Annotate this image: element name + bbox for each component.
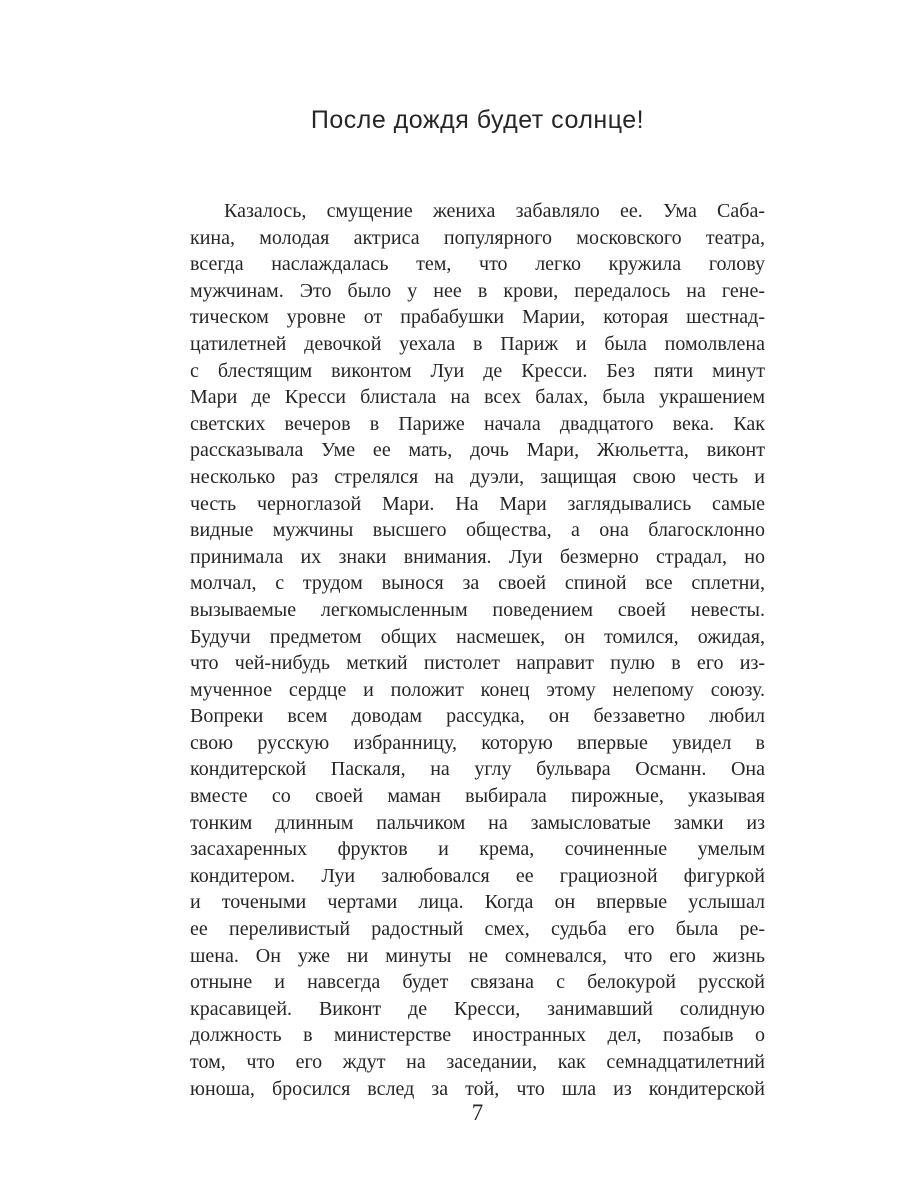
text-line: рассказывала Уме ее мать, дочь Мари, Жюльетта, виконт bbox=[190, 439, 765, 462]
text-line: том, что его ждут на заседании, как семнадцатилетний bbox=[190, 1051, 765, 1073]
text-line: кина, молодая актриса популярного московского театра, bbox=[190, 226, 765, 249]
text-line: что чей-нибудь меткий пистолет направит пулю в его из- bbox=[190, 652, 765, 675]
body-text bbox=[190, 198, 765, 1102]
chapter-title: После дождя будет солнце! bbox=[310, 106, 645, 134]
text-line: всегда наслаждалась тем, что легко кружила голову bbox=[190, 253, 765, 276]
text-line: шена. Он уже ни минуты не сомневался, что его жизнь bbox=[190, 944, 765, 967]
text-line: вместе со своей маман выбирала пирожные, указывая bbox=[190, 785, 765, 808]
text-line: ее переливистый радостный смех, судьба его была ре- bbox=[190, 918, 765, 941]
text-line: мужчинам. Это было у нее в крови, передалось на гене- bbox=[190, 279, 765, 302]
text-line: тическом уровне от прабабушки Марии, которая шестнад- bbox=[190, 306, 765, 329]
page-number: 7 bbox=[471, 1100, 484, 1125]
text-line: Будучи предметом общих насмешек, он томился, ожидая, bbox=[190, 625, 765, 648]
text-line: молчал, с трудом вынося за своей спиной все сплетни, bbox=[190, 572, 765, 595]
text-line: Казалось, смущение жениха забавляло ее. Ума Саба- bbox=[224, 200, 765, 222]
text-line: светских вечеров в Париже начала двадцатого века. Как bbox=[190, 412, 765, 435]
text-line: тонким длинным пальчиком на замысловатые замки из bbox=[190, 811, 765, 834]
text-line: видные мужчины высшего общества, а она благосклонно bbox=[190, 519, 765, 542]
text-line: кондитером. Луи залюбовался ее грациозной фигуркой bbox=[190, 864, 765, 887]
text-line: и точеными чертами лица. Когда он впервые услышал bbox=[190, 891, 765, 914]
text-line: цатилетней девочкой уехала в Париж и была помолвлена bbox=[190, 332, 765, 355]
text-line: засахаренных фруктов и крема, сочиненные умелым bbox=[190, 838, 765, 861]
text-line: красавицей. Виконт де Кресси, занимавший солидную bbox=[190, 997, 765, 1020]
text-line: юноша, бросился вслед за той, что шла из кондитерской bbox=[190, 1077, 765, 1100]
text-line: честь черноглазой Мари. На Мари заглядывались самые bbox=[190, 492, 765, 515]
text-line: вызываемые легкомысленным поведением своей невесты. bbox=[190, 598, 765, 621]
text-line: отныне и навсегда будет связана с белокурой русской bbox=[190, 971, 765, 994]
text-line: свою русскую избранницу, которую впервые увидел в bbox=[190, 731, 765, 754]
text-line: с блестящим виконтом Луи де Кресси. Без пяти минут bbox=[190, 359, 765, 382]
text-line: несколько раз стрелялся на дуэли, защищая свою честь и bbox=[190, 465, 765, 488]
text-line: мученное сердце и положит конец этому нелепому союзу. bbox=[190, 678, 765, 701]
text-line: Вопреки всем доводам рассудка, он беззаветно любил bbox=[190, 705, 765, 728]
text-line: принимала их знаки внимания. Луи безмерно страдал, но bbox=[190, 545, 765, 568]
text-line: должность в министерстве иностранных дел, позабыв о bbox=[190, 1024, 765, 1047]
text-line: кондитерской Паскаля, на углу бульвара Османн. Она bbox=[190, 758, 765, 781]
text-line: Мари де Кресси блистала на всех балах, была украшением bbox=[190, 386, 765, 409]
